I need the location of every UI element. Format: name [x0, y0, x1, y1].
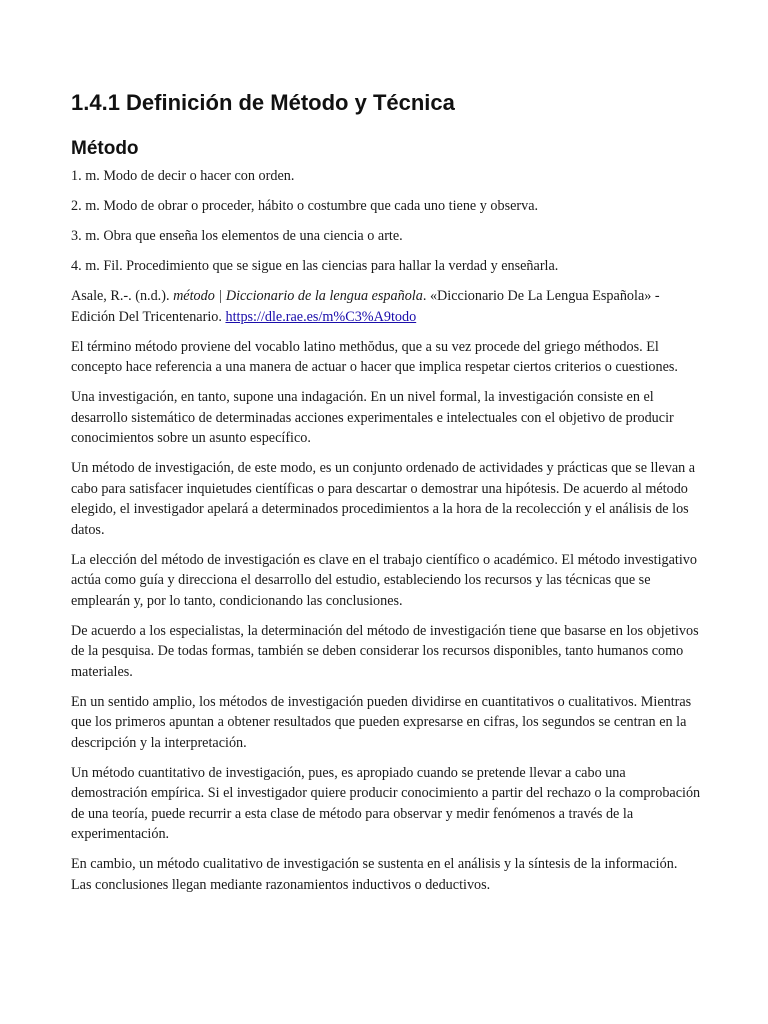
citation-link[interactable]: https://dle.rae.es/m%C3%A9todo — [225, 308, 417, 325]
definition-4: 4. m. Fil. Procedimiento que se sigue en las ciencias para hallar la verdad y enseñarla. — [71, 258, 559, 274]
definition-2: 2. m. Modo de obrar o proceder, hábito o costumbre que cada uno tiene y observa. — [71, 198, 539, 214]
section-heading: 1.4.1 Definición de Método y Técnica — [71, 90, 455, 115]
paragraph-method-choice: La elección del método de investigación es clave en el trabajo científico o académico. El método investigativo actúa como guía y direcciona el desarrollo del estudio, estableciendo los recursos y las técnicas que se emplearán y, por lo tanto, condicionando las conclusiones. — [71, 551, 697, 609]
citation-rest: . «Diccionario De La Lengua Española» - Edición Del Tricentenario. — [71, 288, 660, 325]
subsection-heading: Método — [71, 138, 139, 159]
paragraph-quantitative: Un método cuantitativo de investigación, pues, es apropiado cuando se pretende llevar a cabo una demostración empírica. Si el investigador quiere producir conocimiento a partir del rechazo o la comprobación de una teoría, puede recurrir a esta clase de método para observar y medir fenómenos a través de la experimentación. — [71, 764, 701, 842]
citation-author: Asale, R.-. (n.d.). — [71, 288, 174, 304]
citation-title: método | Diccionario de la lengua española — [173, 288, 423, 304]
paragraph-research-method: Un método de investigación, de este modo, es un conjunto ordenado de actividades y prácticas que se llevan a cabo para satisfacer inquietudes científicas o para descartar o demostrar una hipótesis. De acuerdo al método elegido, el investigador apelará a determinados procedimientos a la hora de la recolección y el análisis de los datos. — [71, 460, 696, 538]
definition-1: 1. m. Modo de decir o hacer con orden. — [71, 168, 295, 184]
paragraph-qualitative: En cambio, un método cualitativo de investigación se sustenta en el análisis y la síntesis de la información. Las conclusiones llegan mediante razonamientos inductivos o deductivos. — [71, 856, 678, 893]
paragraph-investigation: Una investigación, en tanto, supone una indagación. En un nivel formal, la investigación consiste en el desarrollo sistemático de determinadas acciones experimentales e intelectuales con el objetivo de producir conocimientos sobre un asunto específico. — [71, 389, 674, 446]
paragraph-specialists: De acuerdo a los especialistas, la determinación del método de investigación tiene que basarse en los objetivos de la pesquisa. De todas formas, también se deben considerar los recursos disponibles, tanto humanos como materiales. — [71, 622, 699, 680]
citation — [71, 286, 701, 327]
document-body — [71, 166, 701, 905]
definition-3: 3. m. Obra que enseña los elementos de una ciencia o arte. — [71, 228, 403, 244]
paragraph-etymology: El término método proviene del vocablo latino methŏdus, que a su vez procede del griego méthodos. El concepto hace referencia a una manera de actuar o hacer que implica respetar ciertos criterios o cuestiones. — [71, 338, 678, 375]
paragraph-types: En un sentido amplio, los métodos de investigación pueden dividirse en cuantitativos o cualitativos. Mientras que los primeros apuntan a obtener resultados que pueden expresarse en cifras, los segundos se centran en la descripción y la interpretación. — [71, 693, 692, 751]
